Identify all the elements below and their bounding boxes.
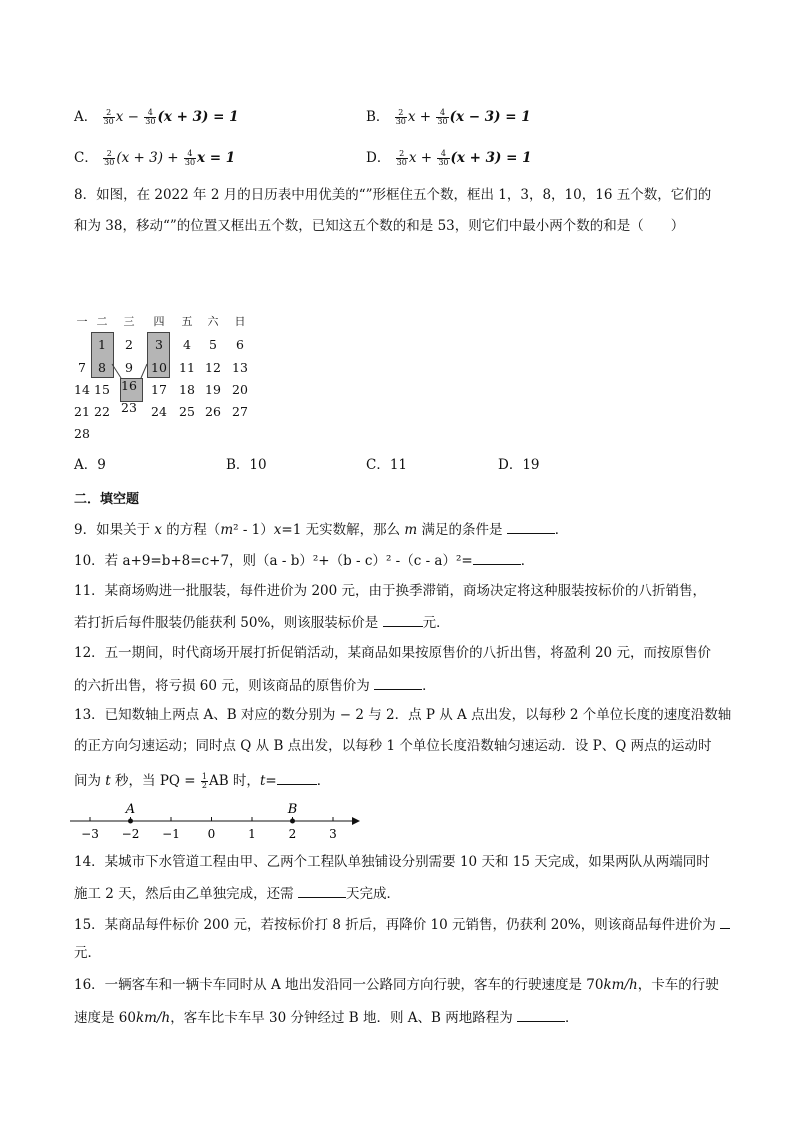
text: ，卡车的行驶 <box>637 977 719 993</box>
option-label: D． <box>366 150 391 166</box>
q7-option-a <box>74 108 238 126</box>
var: t <box>259 773 266 789</box>
denominator: 2 <box>201 781 207 790</box>
numerator: 1 <box>201 772 207 781</box>
text: ² - 1） <box>233 522 274 538</box>
calendar-cell: 4 <box>183 337 191 352</box>
q13-line1: 13．已知数轴上两点 A、B 对应的数分别为 − 2 与 2．点 P 从 A 点出发，以每秒 2 个单位长度的速度沿数轴 <box>74 707 732 723</box>
numerator: 4 <box>437 150 449 159</box>
fraction <box>103 109 115 126</box>
text: 满足的条件是 <box>417 522 507 538</box>
calendar-header: 一 <box>76 315 88 328</box>
text: 若打折后每件服装仍能获利 50%，则该服装标价是 <box>74 615 383 631</box>
fraction <box>184 150 196 167</box>
text: ． <box>422 678 436 694</box>
q14-line1: 14．某城市下水管道工程由甲、乙两个工程队单独铺设分别需要 10 天和 15 天完成，如果两队从两端同时 <box>74 854 710 870</box>
calendar-cell: 21 <box>74 404 90 419</box>
calendar-cell: 18 <box>179 382 195 397</box>
var: m <box>220 522 234 538</box>
text: ． <box>565 1010 579 1026</box>
text: AB 时， <box>208 773 260 789</box>
denominator: 30 <box>184 158 196 167</box>
fraction <box>201 773 208 790</box>
point-marker <box>290 819 295 824</box>
tick-label: −3 <box>81 827 99 841</box>
expr: (x + 3) = 1 <box>450 150 532 166</box>
q8-option-a: A．9 <box>74 457 106 473</box>
text: 秒，当 PQ = <box>110 773 200 789</box>
text: ． <box>316 773 331 789</box>
var: t <box>105 773 111 789</box>
option-label: A． <box>74 109 98 125</box>
calendar-cell: 19 <box>205 382 221 397</box>
point-label: A <box>125 802 136 817</box>
numerator: 2 <box>103 109 115 118</box>
fraction <box>144 109 156 126</box>
fraction <box>437 150 449 167</box>
text: = <box>265 773 277 789</box>
denominator: 30 <box>396 158 407 167</box>
answer-blank[interactable] <box>374 675 422 690</box>
section-title: 二．填空题 <box>74 492 140 507</box>
option-label: B． <box>366 109 390 125</box>
text: ． <box>554 522 569 538</box>
q8-option-d: D．19 <box>498 457 540 473</box>
numerator: 2 <box>396 150 408 159</box>
tick-label: −2 <box>121 827 140 841</box>
text: ． <box>520 553 535 569</box>
calendar-cell: 13 <box>232 360 248 375</box>
calendar-cell: 10 <box>151 360 167 375</box>
calendar-header: 六 <box>207 315 219 328</box>
fraction <box>395 109 407 126</box>
q9 <box>74 519 568 539</box>
answer-blank[interactable] <box>277 770 317 785</box>
option-label: C． <box>74 150 98 166</box>
number-line <box>70 797 370 847</box>
text: 速度是 60 <box>74 1010 136 1026</box>
text: 9．如果关于 <box>74 522 155 538</box>
text: 10．若 a+9=b+8=c+7，则（a - b）²+（b - c）² -（c - a）²= <box>74 553 473 569</box>
answer-blank[interactable] <box>383 612 423 627</box>
calendar-cell: 16 <box>121 378 137 393</box>
q11-line2 <box>74 612 450 632</box>
q15-line2: 元． <box>74 945 101 961</box>
calendar-cell: 9 <box>125 360 133 375</box>
calendar-header: 四 <box>153 315 165 328</box>
calendar-cell: 24 <box>151 404 167 419</box>
calendar-cell: 23 <box>121 400 137 415</box>
q13-line2: 的正方向匀速运动；同时点 Q 从 B 点出发，以每秒 1 个单位长度沿数轴匀速运动．设 P、Q 两点的运动时 <box>74 738 712 754</box>
expr: (x − 3) = 1 <box>449 109 531 125</box>
q12-line1: 12．五一期间，时代商场开展打折促销活动，某商品如果按原售价的八折出售，将盈利 20 元，而按原售价 <box>74 645 711 661</box>
q11-line1: 11．某商场购进一批服装，每件进价为 200 元，由于换季滞销，商场决定将这种服装按标价的八折销售， <box>74 583 707 599</box>
point-label: B <box>287 802 298 817</box>
text: ，客车比卡车早 30 分钟经过 B 地．则 A、B 两地路程为 <box>170 1010 518 1026</box>
denominator: 30 <box>103 117 114 126</box>
calendar-cell: 11 <box>179 360 195 375</box>
calendar-cell: 27 <box>232 404 248 419</box>
fraction <box>396 150 408 167</box>
text: 的方程（ <box>162 522 221 538</box>
unit: km/h <box>135 1010 171 1026</box>
calendar-cell: 25 <box>179 404 195 419</box>
denominator: 30 <box>395 117 406 126</box>
expr: x + <box>407 109 436 125</box>
q16-line2 <box>74 1007 579 1027</box>
axis-arrow <box>352 817 360 825</box>
fraction <box>436 109 448 126</box>
expr: (x + 3) + <box>116 150 183 166</box>
numerator: 4 <box>144 109 156 118</box>
tick-label: 0 <box>207 827 216 841</box>
expr: x − <box>115 109 144 125</box>
text: 16．一辆客车和一辆卡车同时从 A 地出发沿同一公路同方向行驶，客车的行驶速度是 70 <box>74 977 604 993</box>
text: 元． <box>422 615 450 631</box>
numerator: 4 <box>184 150 196 159</box>
answer-blank[interactable] <box>298 883 346 898</box>
q8-line1: 8．如图，在 2022 年 2 月的日历表中用优美的“”形框住五个数，框出 1，3，8，10，16 五个数，它们的 <box>74 187 712 203</box>
var: x <box>154 522 163 538</box>
q15-line1 <box>74 914 730 934</box>
tick-label: 1 <box>248 827 256 841</box>
answer-blank[interactable] <box>517 1007 565 1022</box>
q8-option-c: C．11 <box>366 457 408 473</box>
answer-blank[interactable] <box>720 914 730 929</box>
calendar-cell: 26 <box>205 404 221 419</box>
calendar-cell: 6 <box>236 337 244 352</box>
q13-line3 <box>74 770 330 790</box>
calendar-cell: 22 <box>94 404 110 419</box>
text: 施工 2 天，然后由乙单独完成，还需 <box>74 886 298 902</box>
calendar-cell: 15 <box>94 382 110 397</box>
unit: km/h <box>603 977 638 993</box>
calendar-cell: 12 <box>205 360 221 375</box>
calendar-header: 日 <box>234 315 246 328</box>
calendar-cell: 20 <box>232 382 248 397</box>
denominator: 30 <box>145 117 156 126</box>
text: 天完成． <box>345 886 400 902</box>
tick-label: −1 <box>162 827 180 841</box>
calendar-cell: 2 <box>125 337 133 352</box>
fraction <box>103 150 115 167</box>
numerator: 4 <box>436 109 448 118</box>
tick-label: 2 <box>288 827 297 841</box>
calendar-cell: 17 <box>151 382 167 397</box>
text: =1 无实数解，那么 <box>281 522 405 538</box>
calendar-connector-lines <box>70 310 260 445</box>
calendar-cell: 1 <box>98 337 106 352</box>
calendar-header: 三 <box>123 315 135 328</box>
text: 间为 <box>74 773 106 789</box>
calendar-cell: 3 <box>155 337 163 352</box>
q16-line1 <box>74 976 719 994</box>
calendar-header: 五 <box>181 315 193 328</box>
expr: (x + 3) = 1 <box>157 109 239 125</box>
text: 15．某商品每件标价 200 元，若按标价打 8 折后，再降价 10 元销售，仍获利 20%，则该商品每件进价为 <box>74 917 721 933</box>
var: x <box>273 522 282 538</box>
q7-option-d <box>366 149 532 167</box>
tick-label: 3 <box>329 827 337 841</box>
calendar-cell: 8 <box>98 360 106 375</box>
q8-option-b: B．10 <box>226 457 267 473</box>
expr: x = 1 <box>197 150 236 166</box>
point-marker <box>128 819 133 824</box>
calendar-cell: 28 <box>74 426 90 441</box>
q14-line2 <box>74 883 400 903</box>
calendar <box>70 310 260 445</box>
answer-blank[interactable] <box>507 519 555 534</box>
q8-line2: 和为 38，移动“”的位置又框出五个数，已知这五个数的和是 53，则它们中最小两个数的和是（ ） <box>74 218 685 234</box>
q12-line2 <box>74 675 436 695</box>
answer-blank[interactable] <box>473 550 521 565</box>
calendar-cell: 5 <box>209 337 217 352</box>
numerator: 2 <box>395 109 407 118</box>
var: m <box>404 522 418 538</box>
expr: x + <box>408 150 437 166</box>
calendar-cell: 14 <box>74 382 90 397</box>
q10 <box>74 550 534 570</box>
denominator: 30 <box>437 117 448 126</box>
denominator: 30 <box>104 158 115 167</box>
q7-option-b <box>366 108 531 126</box>
calendar-header: 二 <box>96 315 108 328</box>
numerator: 2 <box>103 150 115 159</box>
denominator: 30 <box>438 158 449 167</box>
text: 的六折出售，将亏损 60 元，则该商品的原售价为 <box>74 678 375 694</box>
q7-option-c <box>74 149 235 167</box>
calendar-cell: 7 <box>78 360 86 375</box>
